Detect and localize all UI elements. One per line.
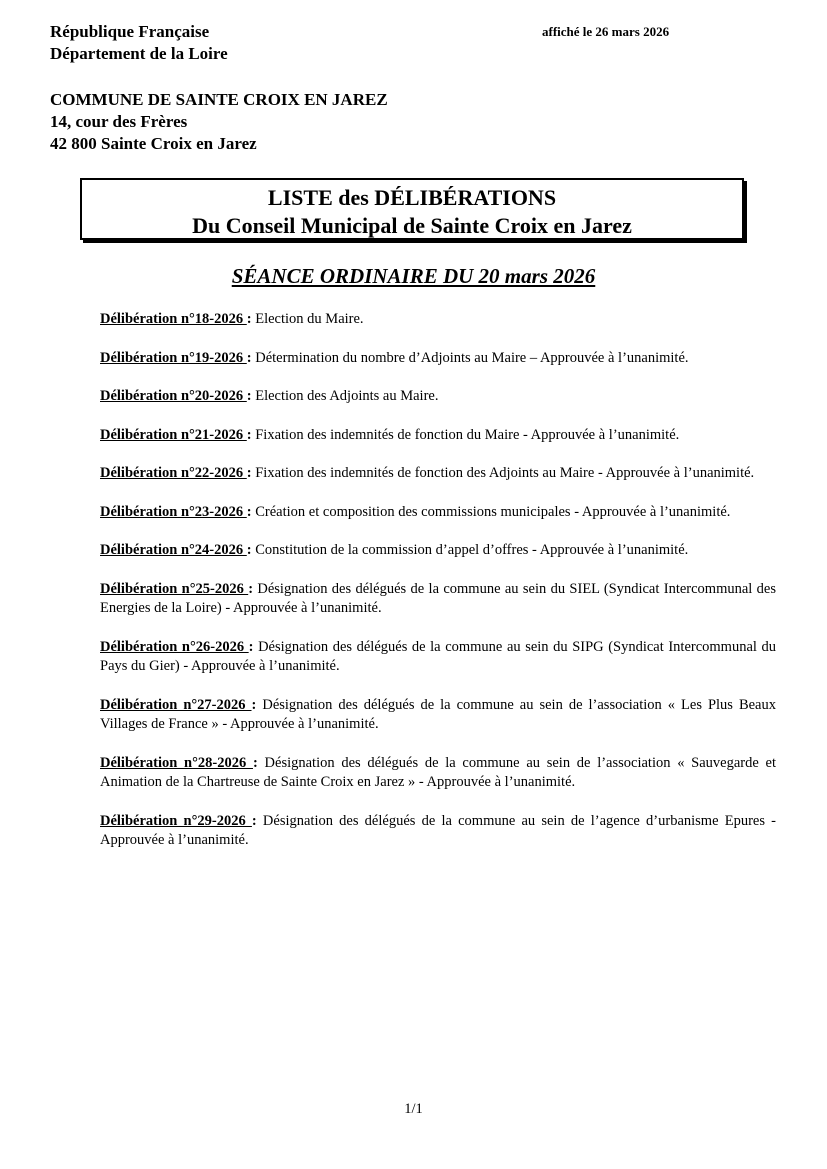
deliberation-colon: : xyxy=(246,465,256,481)
deliberation-number: Délibération n°21-2026 xyxy=(100,426,247,443)
deliberation-item xyxy=(100,310,776,330)
deliberation-colon: : xyxy=(248,580,258,597)
deliberation-item xyxy=(100,580,776,619)
deliberation-colon: : xyxy=(246,311,256,327)
deliberation-item xyxy=(100,464,776,484)
deliberation-number: Délibération n°23-2026 xyxy=(100,503,247,520)
deliberation-colon: : xyxy=(246,426,256,443)
deliberation-colon: : xyxy=(248,638,259,655)
deliberation-item xyxy=(100,696,776,735)
deliberation-number: Délibération n°24-2026 xyxy=(100,542,247,558)
deliberation-text: Constitution de la commission d’appel d’offres - Approuvée à l’unanimité. xyxy=(255,542,689,558)
deliberation-item xyxy=(100,503,776,523)
deliberation-colon: : xyxy=(246,542,256,558)
commune-address xyxy=(50,89,388,155)
deliberation-item xyxy=(100,754,776,793)
deliberation-text: Fixation des indemnités de fonction du Maire - Approuvée à l’unanimité. xyxy=(255,426,680,443)
title-line-1: LISTE des DÉLIBÉRATIONS xyxy=(267,185,557,210)
deliberation-text: Election du Maire. xyxy=(255,311,364,327)
title-box xyxy=(80,178,744,240)
deliberation-number: Délibération n°27-2026 xyxy=(100,696,252,713)
header-department: Département de la Loire xyxy=(50,44,228,63)
deliberation-colon: : xyxy=(246,503,256,520)
deliberation-number: Délibération n°19-2026 xyxy=(100,349,247,366)
deliberation-item xyxy=(100,387,776,407)
deliberation-colon: : xyxy=(246,349,256,366)
deliberation-text: Désignation des délégués de la commune au sein de l’association « Sauvegarde et Animation de la Chartreuse de Sainte Croix en Jarez » - Approuvée à l’unanimité. xyxy=(100,754,777,790)
deliberation-text: Détermination du nombre d’Adjoints au Maire – Approuvée à l’unanimité. xyxy=(255,349,689,366)
deliberation-number: Délibération n°28-2026 xyxy=(100,754,253,771)
header-authority xyxy=(50,21,228,65)
page-number: 1/1 xyxy=(404,1101,423,1117)
deliberation-item xyxy=(100,638,776,677)
deliberation-number: Délibération n°18-2026 xyxy=(100,311,247,327)
deliberation-item xyxy=(100,426,776,446)
deliberation-colon: : xyxy=(251,696,263,713)
deliberation-number: Délibération n°25-2026 xyxy=(100,580,249,597)
deliberation-text: Désignation des délégués de la commune au sein de l’association « Les Plus Beaux Villages de France » - Approuvée à l’unanimité. xyxy=(100,696,776,732)
deliberation-text: Fixation des indemnités de fonction des Adjoints au Maire - Approuvée à l’unanimité. xyxy=(255,465,755,481)
deliberation-item xyxy=(100,349,776,369)
deliberation-colon: : xyxy=(246,388,256,404)
commune-city: 42 800 Sainte Croix en Jarez xyxy=(50,134,257,153)
commune-street: 14, cour des Frères xyxy=(50,112,188,131)
deliberation-colon: : xyxy=(252,754,265,771)
deliberation-number: Délibération n°22-2026 xyxy=(100,465,247,481)
deliberation-number: Délibération n°29-2026 xyxy=(100,812,252,829)
title-line-2: Du Conseil Municipal de Sainte Croix en Jarez xyxy=(192,213,632,238)
deliberation-text: Election des Adjoints au Maire. xyxy=(255,388,439,404)
seance-heading: SÉANCE ORDINAIRE DU 20 mars 2026 xyxy=(231,264,596,288)
deliberation-colon: : xyxy=(251,812,263,829)
deliberation-text: Désignation des délégués de la commune au sein de l’agence d’urbanisme Epures - Approuvée à l’unanimité. xyxy=(100,812,776,848)
deliberation-item xyxy=(100,541,776,561)
deliberation-text: Désignation des délégués de la commune au sein du SIPG (Syndicat Intercommunal du Pays du Gier) - Approuvée à l’unanimité. xyxy=(100,638,776,674)
header-republic: République Française xyxy=(50,22,210,41)
deliberation-list xyxy=(100,310,776,870)
commune-name: COMMUNE DE SAINTE CROIX EN JAREZ xyxy=(50,90,388,109)
deliberation-text: Désignation des délégués de la commune au sein du SIEL (Syndicat Intercommunal des Energies de la Loire) - Approuvée à l’unanimité. xyxy=(100,580,776,616)
posted-date: affiché le 26 mars 2026 xyxy=(542,24,670,39)
deliberation-text: Création et composition des commissions municipales - Approuvée à l’unanimité. xyxy=(255,503,731,520)
deliberation-item xyxy=(100,812,776,851)
deliberation-number: Délibération n°20-2026 xyxy=(100,388,247,404)
deliberation-number: Délibération n°26-2026 xyxy=(100,638,249,655)
